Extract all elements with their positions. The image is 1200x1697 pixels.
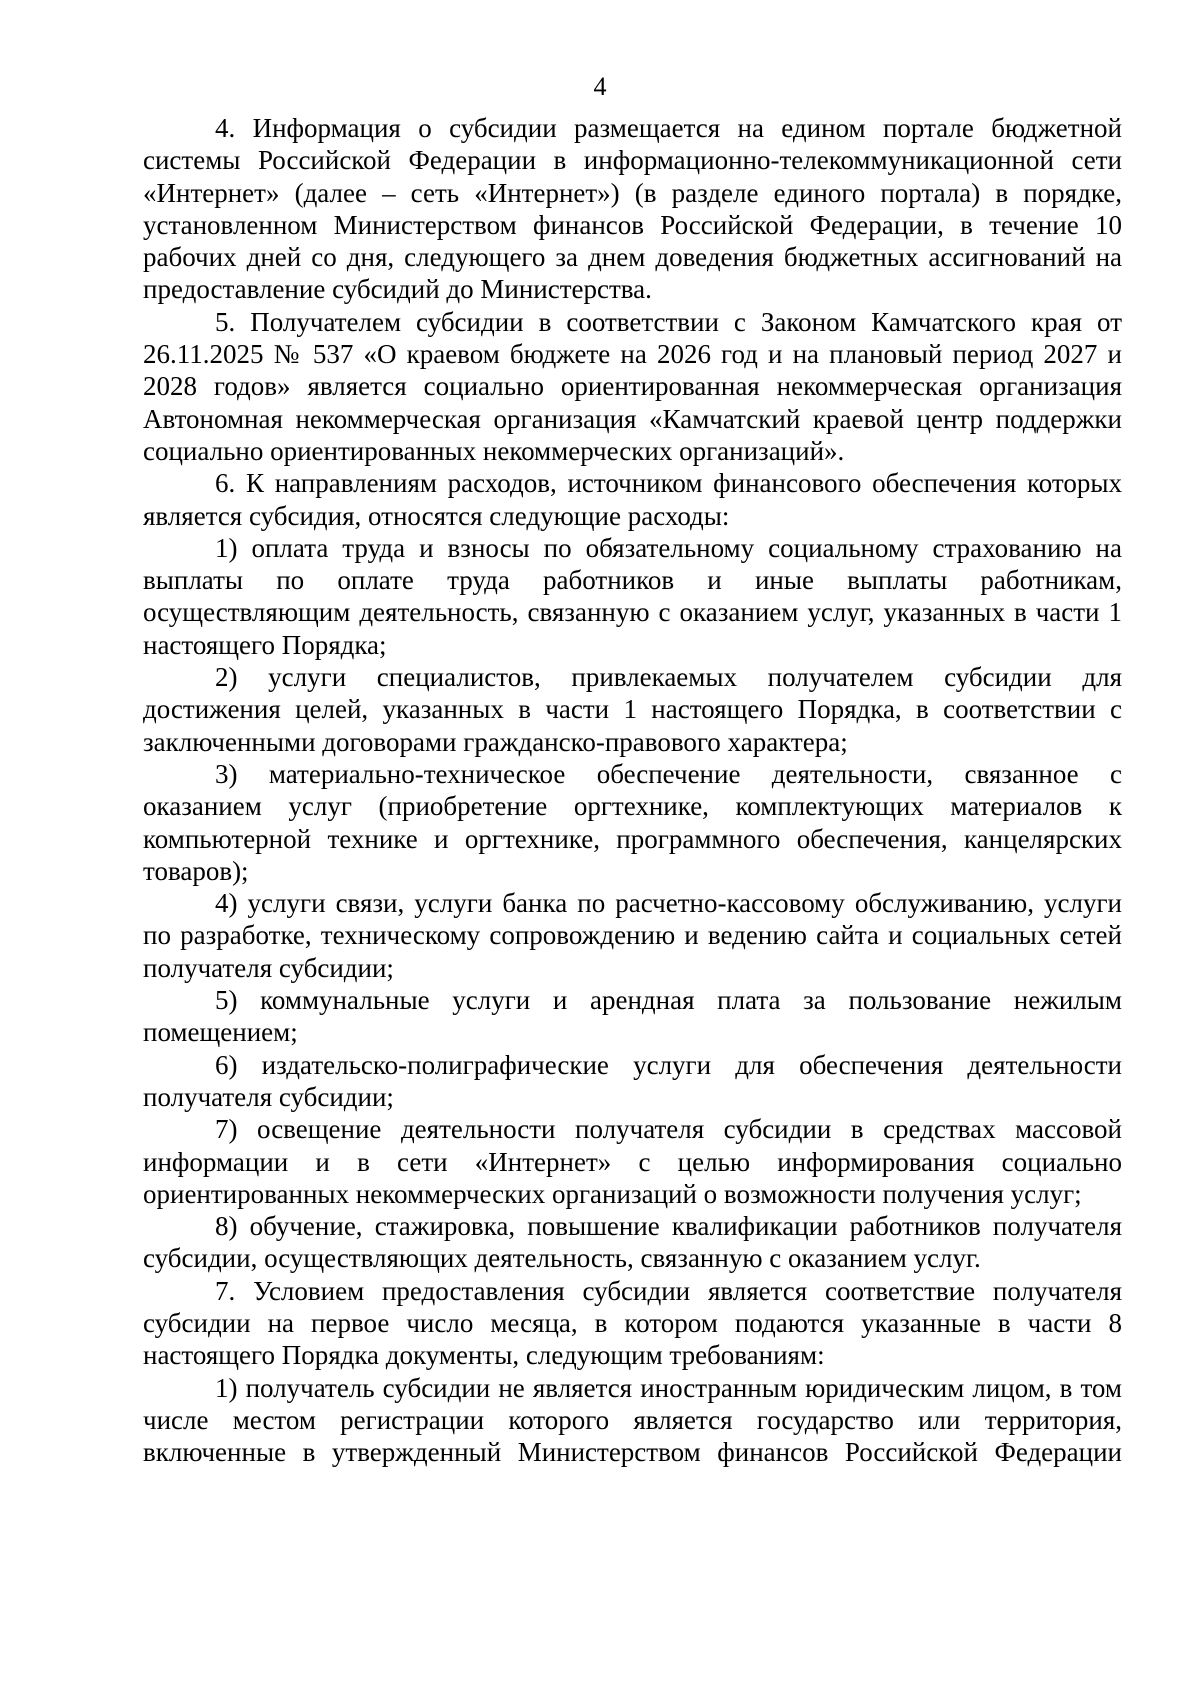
- paragraph-4-subsidy-info: 4. Информация о субсидии размещается на едином портале бюджетной системы Российской Федерации в информационно-телекоммуникационной сети «Интернет» (далее – сеть «Интернет») (в разделе единого портала) в порядке, установленном Министерством финансов Российской Федерации, в течение 10 рабочих дней со дня, следующего за днем доведения бюджетных ассигнований на предоставление субсидий до Министерства.: [143, 113, 1122, 305]
- page-number: 4: [593, 72, 607, 101]
- list-item-7-media-coverage: 7) освещение деятельности получателя субсидии в средствах массовой информации и в сети «Интернет» с целью информирования социально ориентированных некоммерческих организаций о возможности получения услуг;: [143, 1114, 1122, 1209]
- paragraph-5-recipient: 5. Получателем субсидии в соответствии с Законом Камчатского края от 26.11.2025 № 537 «О краевом бюджете на 2026 год и на плановый период 2027 и 2028 годов» является социально ориентированная некоммерческая организация Автономная некоммерческая организация «Камчатский краевой центр поддержки социально ориентированных некоммерческих организаций».: [143, 306, 1122, 466]
- list-item-1-labor-payment: 1) оплата труда и взносы по обязательному социальному страхованию на выплаты по оплате труда работников и иные выплаты работникам, осуществляющим деятельность, связанную с оказанием услуг, указанных в части 1 настоящего Порядка;: [143, 532, 1122, 660]
- list-item-6-printing-services: 6) издательско-полиграфические услуги для обеспечения деятельности получателя субсидии;: [143, 1049, 1122, 1112]
- paragraph-7-conditions: 7. Условием предоставления субсидии является соответствие получателя субсидии на первое число месяца, в котором подаются указанные в части 8 настоящего Порядка документы, следующим требованиям:: [143, 1275, 1122, 1371]
- list-item-8-training: 8) обучение, стажировка, повышение квалификации работников получателя субсидии, осуществляющих деятельность, связанную с оказанием услуг.: [143, 1211, 1122, 1274]
- paragraph-6-expense-directions: 6. К направлениям расходов, источником финансового обеспечения которых является субсидия, относятся следующие расходы:: [143, 468, 1122, 531]
- list-item-3-material-support: 3) материально-техническое обеспечение деятельности, связанное с оказанием услуг (приобретение оргтехнике, комплектующих материалов к компьютерной технике и оргтехнике, программного обеспечения, канцелярских товаров);: [143, 758, 1122, 886]
- list-item-4-communication-services: 4) услуги связи, услуги банка по расчетно-кассовому обслуживанию, услуги по разработке, техническому сопровождению и ведению сайта и социальных сетей получателя субсидии;: [143, 888, 1122, 983]
- list-item-2-specialist-services: 2) услуги специалистов, привлекаемых получателем субсидии для достижения целей, указанных в части 1 настоящего Порядка, в соответствии с заключенными договорами гражданско-правового характера;: [143, 662, 1122, 757]
- condition-item-1-foreign-entity: 1) получатель субсидии не является иностранным юридическим лицом, в том числе местом регистрации которого является государство или территория, включенные в утвержденный Министерством финансов Российской Федерации: [143, 1372, 1122, 1468]
- document-body: [143, 112, 1122, 1468]
- list-item-5-utilities-rent: 5) коммунальные услуги и арендная плата за пользование нежилым помещением;: [143, 985, 1122, 1048]
